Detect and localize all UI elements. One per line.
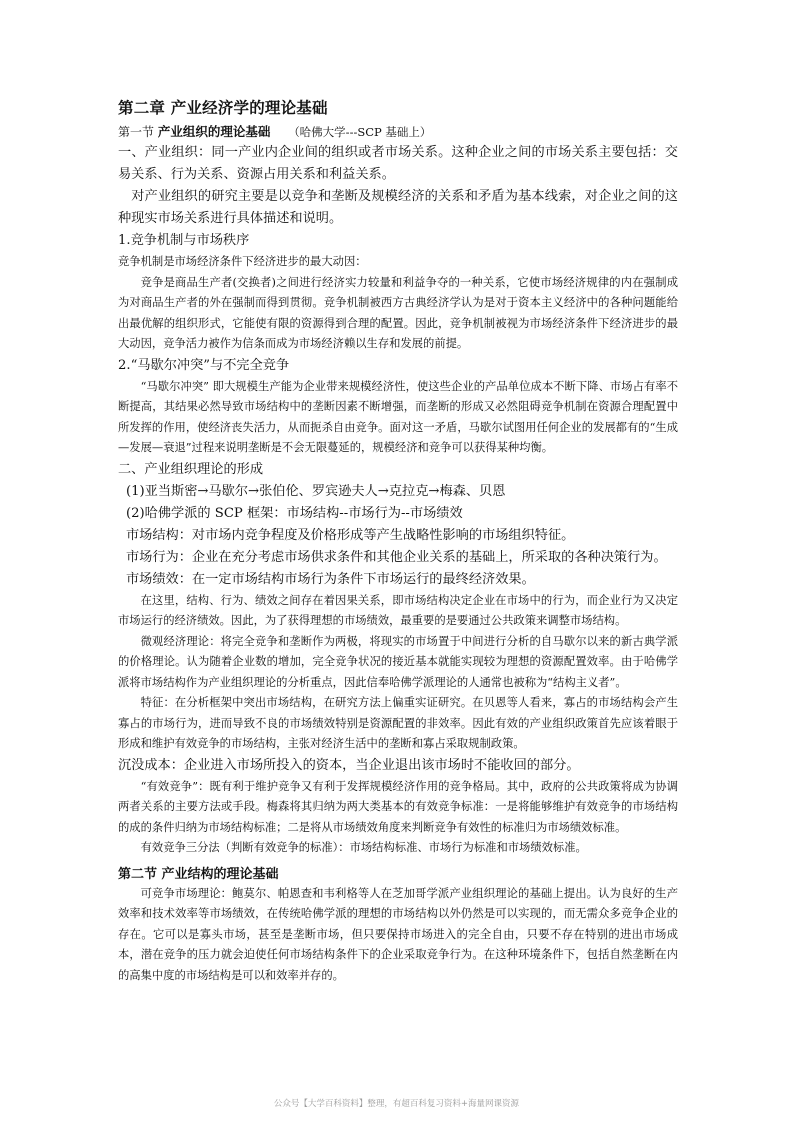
heading-marshall-conflict: 2.“马歇尔冲突”与不完全竞争 <box>118 357 290 373</box>
chapter-title: 第二章 产业经济学的理论基础 <box>118 99 328 117</box>
section-1-note: （哈佛大学---SCP 基础上） <box>288 125 432 139</box>
list-item-scp-framework: (2)哈佛学派的 SCP 框架：市场结构--市场行为--市场绩效 <box>126 505 463 521</box>
paragraph-three-criteria: 有效竞争三分法（判断有效竞争的标准）：市场结构标准、市场行为标准和市场绩效标准。 <box>140 841 587 854</box>
footer-watermark: 公众号【大学百科资料】整理，有超百科复习资料+海量网课资源 <box>273 1099 520 1109</box>
paragraph-features: 特征：在分析框架中突出市场结构，在研究方法上偏重实证研究。在贝恩等人看来，寡占的市场结构会产生寡占的市场行为，进而导致不良的市场绩效特别是资源配置的非效率。因此有效的产业组织政策首先应该着眼于形成和维护有效竞争的市场结构，主张对经济生活中的垄断和寡占采取规制政策。 <box>118 696 678 750</box>
document-body <box>118 96 678 986</box>
definition-sunk-cost: 沉没成本：企业进入市场所投入的资本，当企业退出该市场时不能收回的部分。 <box>118 757 580 773</box>
paragraph-marshall-conflict: “马歇尔冲突” 即大规模生产能为企业带来规模经济性，使这些企业的产品单位成本不断下降、市场占有率不断提高，其结果必然导致市场结构中的垄断因素不断增强，而垄断的形成又必然阻碍竞争机制在资源合理配置中所发挥的作用，使经济丧失活力，从而扼杀自由竞争。面对这一矛盾，马歇尔试图用任何企业的发展都有的“生成—发展—衰退”过程来说明垄断是不会无限蔓延的，规模经济和竞争可以获得某种均衡。 <box>118 379 678 454</box>
paragraph-micro-theory: 微观经济理论：将完全竞争和垄断作为两极，将现实的市场置于中间进行分析的自马歇尔以来的新古典学派的价格理论。认为随着企业数的增加，完全竞争状况的接近基本就能实现较为理想的资源配置效率。由于哈佛学派将市场结构作为产业组织理论的分析重点，因此信奉哈佛学派理论的人通常也被称为“结构主义者”。 <box>118 634 678 689</box>
paragraph-competition-driver: 竞争机制是市场经济条件下经济进步的最大动因： <box>118 255 367 268</box>
list-item-lineage: (1)亚当斯密→马歇尔→张伯伦、罗宾逊夫人→克拉克→梅森、贝恩 <box>126 483 506 499</box>
paragraph-effective-competition: “有效竞争”：既有利于维护竞争又有利于发挥规模经济作用的竞争格局。其中，政府的公共政策将成为协调两者关系的主要方法或手段。梅森将其归纳为两大类基本的有效竞争标准：一是将能够维护有效竞争的市场结构的成的条件归纳为市场结构标准；二是将从市场绩效角度来判断竞争有效性的标准归为市场绩效标准。 <box>118 779 678 834</box>
definition-market-structure: 市场结构：对市场内竞争程度及价格形成等产生战略性影响的市场组织特征。 <box>126 527 575 543</box>
definition-market-conduct: 市场行为：企业在充分考虑市场供求条件和其他企业关系的基础上，所采取的各种决策行为。 <box>126 549 667 565</box>
section-2-heading: 第二节 产业结构的理论基础 <box>118 866 279 882</box>
paragraph-research-thread: 对产业组织的研究主要是以竞争和垄断及规模经济的关系和矛盾为基本线索，对企业之间的这种现实市场关系进行具体描述和说明。 <box>118 189 678 226</box>
section-1-prefix: 第一节 <box>118 125 155 139</box>
paragraph-industrial-organization: 一、产业组织：同一产业内企业间的组织或者市场关系。这种企业之间的市场关系主要包括：交易关系、行为关系、资源占用关系和利益关系。 <box>118 145 678 182</box>
heading-competition-mechanism: 1.竞争机制与市场秩序 <box>118 233 250 248</box>
section-1-heading <box>118 122 678 140</box>
definition-market-performance: 市场绩效：在一定市场结构市场行为条件下市场运行的最终经济效果。 <box>126 571 535 587</box>
section-1-title: 产业组织的理论基础 <box>157 124 271 139</box>
heading-theory-formation: 二、产业组织理论的形成 <box>118 461 264 477</box>
paragraph-contestable-markets: 可竞争市场理论：鲍莫尔、帕恩查和韦利格等人在芝加哥学派产业组织理论的基础上提出。认为良好的生产效率和技术效率等市场绩效，在传统哈佛学派的理想的市场结构以外仍然是可以实现的，而无需众多竞争企业的存在。它可以是寡头市场，甚至是垄断市场，但只要保持市场进入的完全自由，只要不存在特别的进出市场成本，潜在竞争的压力就会迫使任何市场结构条件下的企业采取竞争行为。在这种环境条件下，包括自然垄断在内的高集中度的市场结构是可以和效率并存的。 <box>118 886 678 982</box>
paragraph-causality: 在这里，结构、行为、绩效之间存在着因果关系，即市场结构决定企业在市场中的行为，而企业行为又决定市场运行的经济绩效。因此，为了获得理想的市场绩效，最重要的是要通过公共政策来调整市场结构。 <box>118 593 678 627</box>
paragraph-competition-definition: 竞争是商品生产者(交换者)之间进行经济实力较量和利益争夺的一种关系，它使市场经济规律的内在强制成为对商品生产者的外在强制而得到贯彻。竞争机制被西方古典经济学认为是对于资本主义经济中的各种问题能给出最优解的组织形式，它能使有限的资源得到合理的配置。因此，竞争机制被视为市场经济条件下经济进步的最大动因，竞争活力被作为信条而成为市场经济赖以生存和发展的前提。 <box>118 275 678 350</box>
